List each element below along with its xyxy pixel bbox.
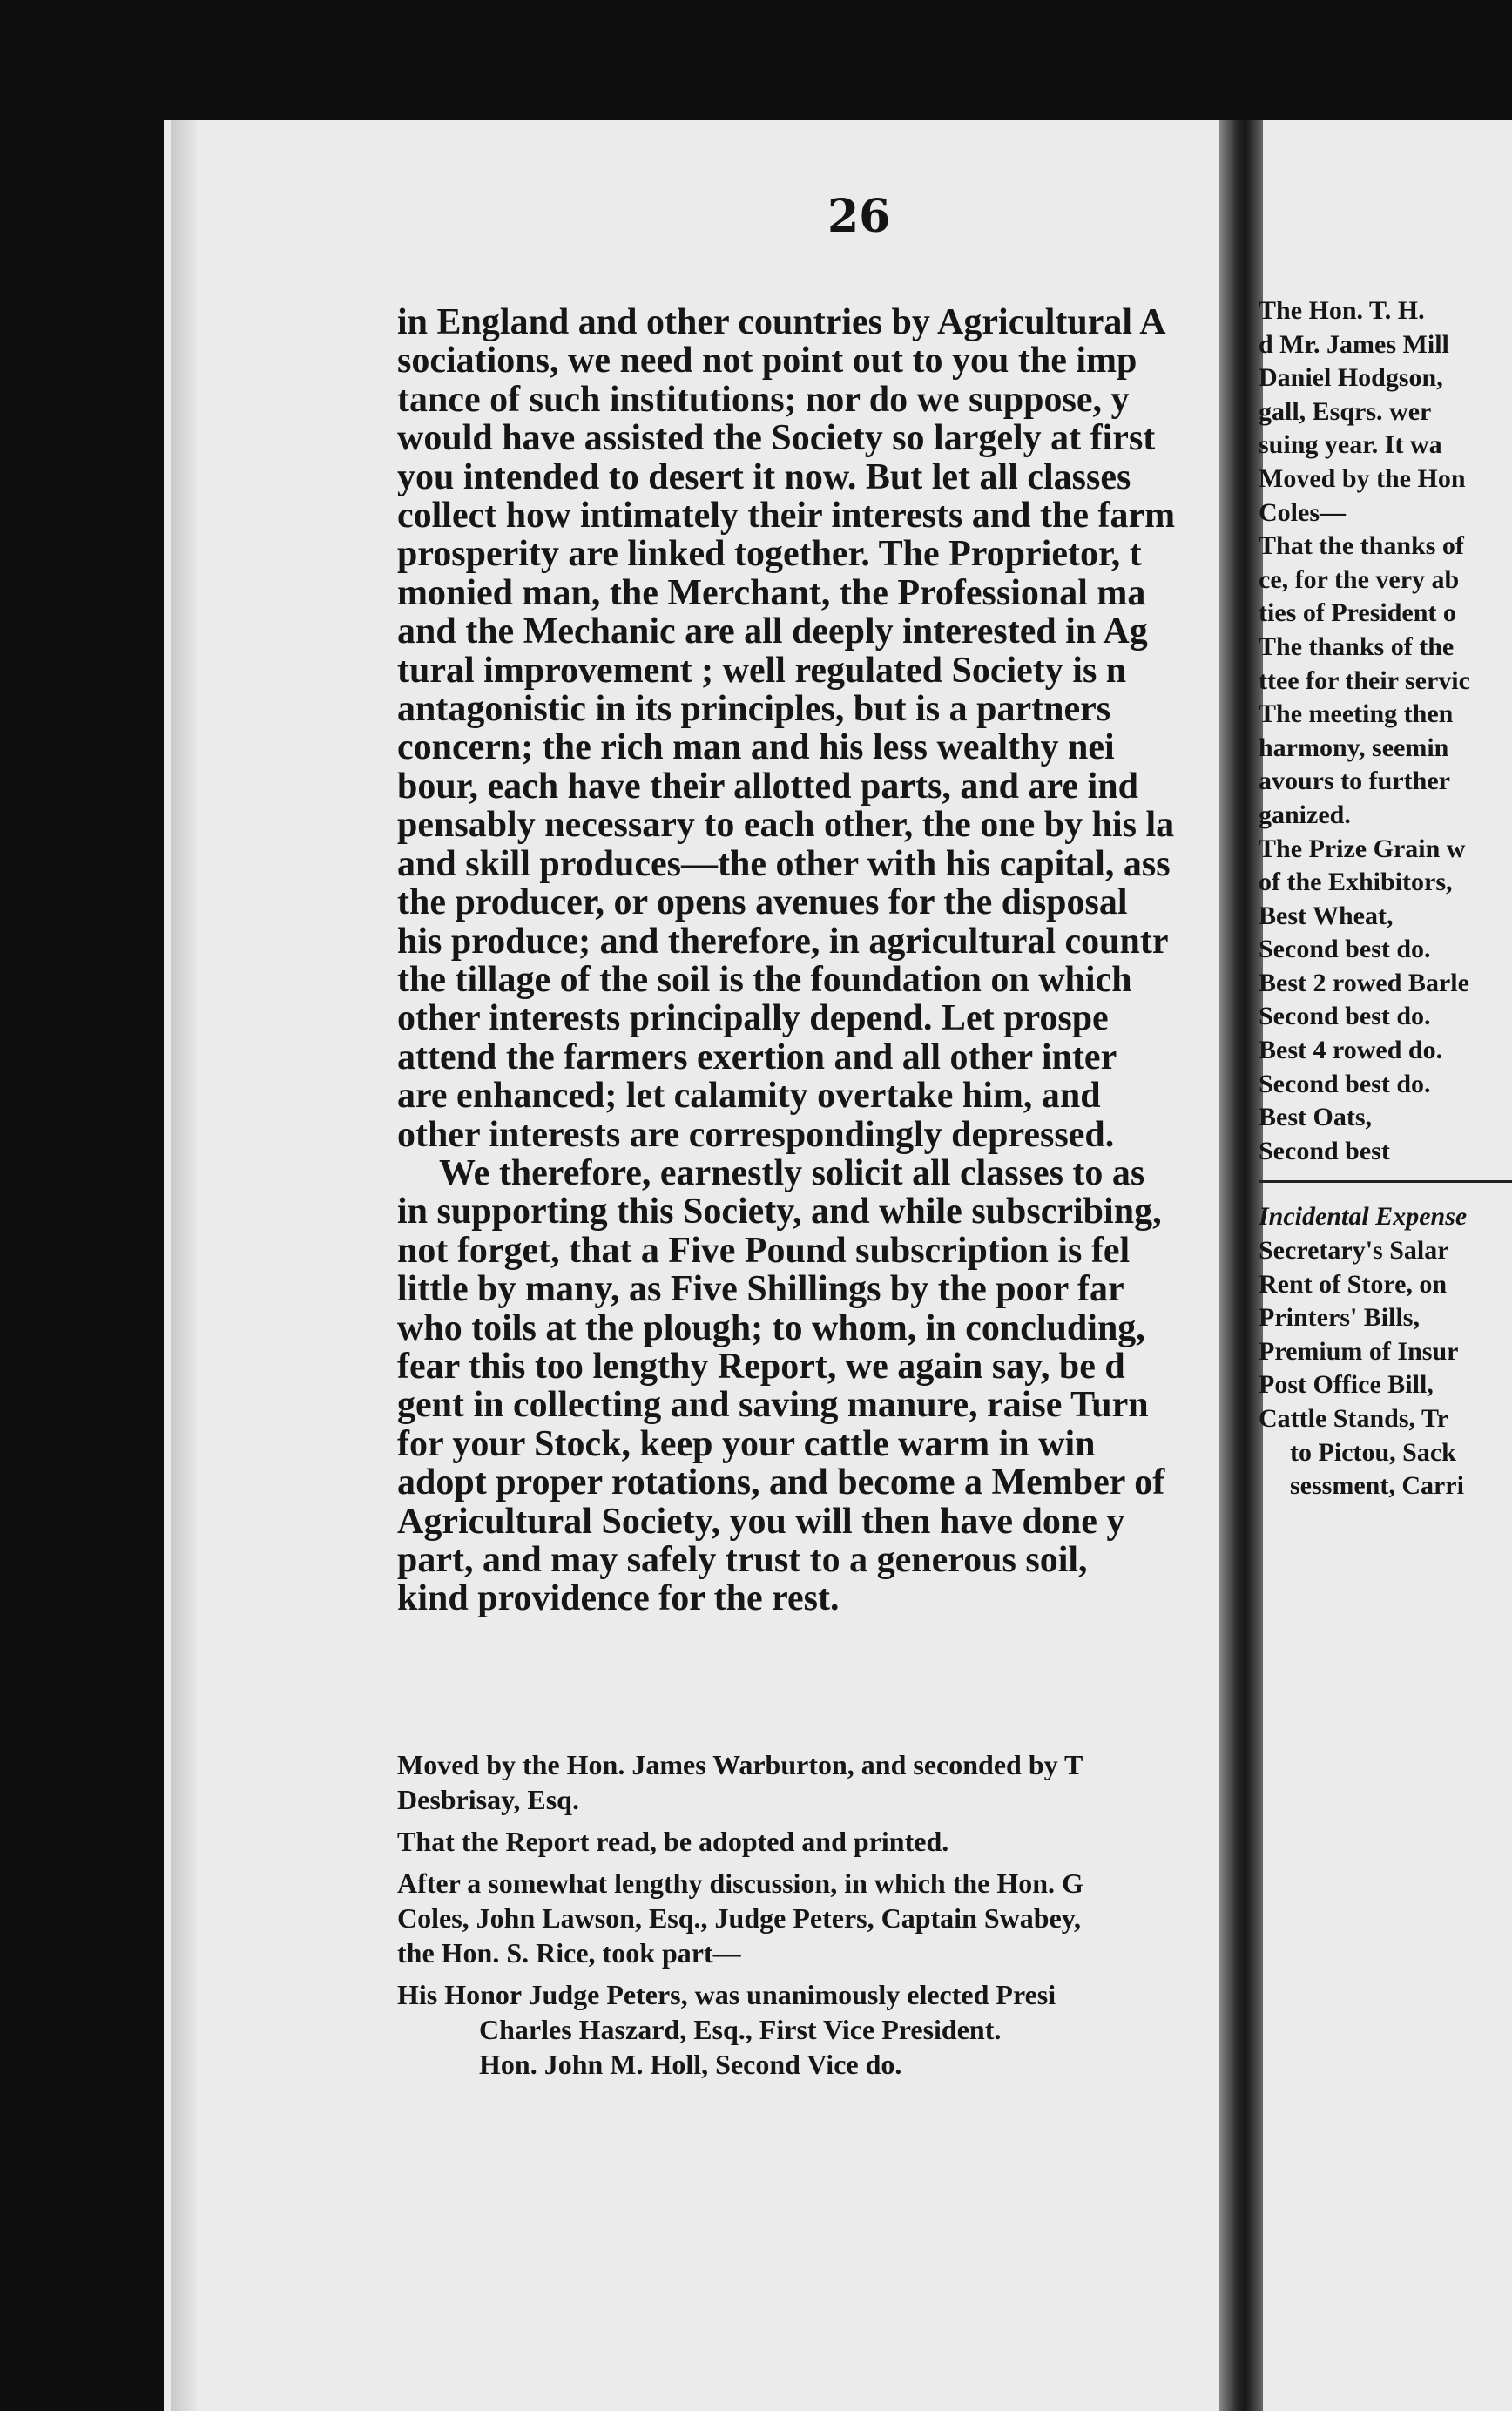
right-line: Second best do. xyxy=(1259,935,1431,964)
election-line: His Honor Judge Peters, was unanimously elected Presi xyxy=(397,1979,1056,2010)
right-line: harmony, seemin xyxy=(1259,733,1449,762)
body-line: for your Stock, keep your cattle warm in win xyxy=(397,1424,1096,1464)
page-number: 26 xyxy=(827,190,891,243)
discussion-line: the Hon. S. Rice, took part— xyxy=(397,1937,741,1969)
body-line: antagonistic in its principles, but is a partners xyxy=(397,690,1111,729)
expense-item: Printers' Bills, xyxy=(1259,1303,1420,1333)
body-line: fear this too lengthy Report, we again say, be d xyxy=(397,1347,1125,1387)
right-line: suing year. It wa xyxy=(1259,430,1442,460)
discussion-line: Coles, John Lawson, Esq., Judge Peters, Captain Swabey, xyxy=(397,1902,1081,1934)
moved-line: Desbrisay, Esq. xyxy=(397,1784,579,1815)
right-page-partial xyxy=(1259,294,1512,1503)
moved-line: Moved by the Hon. James Warburton, and seconded by T xyxy=(397,1749,1083,1780)
expense-item: Premium of Insur xyxy=(1259,1336,1459,1366)
expense-item: Post Office Bill, xyxy=(1259,1370,1434,1400)
body-line: and skill produces—the other with his capital, ass xyxy=(397,844,1171,884)
right-line: The thanks of the xyxy=(1259,631,1455,661)
right-line: Daniel Hodgson, xyxy=(1259,363,1443,393)
right-line: Best Wheat, xyxy=(1259,901,1394,930)
expenses-heading: Incidental Expense xyxy=(1259,1202,1468,1232)
expense-item: Cattle Stands, Tr xyxy=(1259,1404,1449,1433)
body-line: would have assisted the Society so largely at first xyxy=(397,419,1156,458)
right-line: Best 2 rowed Barle xyxy=(1259,968,1469,997)
right-line: avours to further xyxy=(1259,767,1450,796)
body-line: collect how intimately their interests and the farm xyxy=(397,496,1176,536)
body-line: who toils at the plough; to whom, in concluding, xyxy=(397,1308,1145,1347)
body-line: part, and may safely trust to a generous soil, xyxy=(397,1541,1088,1580)
body-line: in England and other countries by Agricultural A xyxy=(397,303,1166,342)
body-line: monied man, the Merchant, the Professional ma xyxy=(397,573,1146,613)
body-line: you intended to desert it now. But let all classes xyxy=(397,457,1131,497)
body-line: Agricultural Society, you will then have done y xyxy=(397,1502,1125,1541)
right-line: The Hon. T. H. xyxy=(1259,296,1425,325)
body-line: kind providence for the rest. xyxy=(397,1579,840,1618)
body-line: tural improvement ; well regulated Society is n xyxy=(397,651,1127,691)
body-line: are enhanced; let calamity overtake him, and xyxy=(397,1077,1101,1116)
right-line: ce, for the very ab xyxy=(1259,564,1460,594)
resolution-line: That the Report read, be adopted and printed. xyxy=(397,1826,949,1857)
discussion-line: After a somewhat lengthy discussion, in which the Hon. G xyxy=(397,1867,1083,1899)
meeting-minutes xyxy=(397,1747,1251,2082)
right-line: That the thanks of xyxy=(1259,531,1464,561)
body-line: other interests principally depend. Let prospe xyxy=(397,999,1109,1038)
body-line: and the Mechanic are all deeply interested in Ag xyxy=(397,612,1148,652)
right-line: Coles— xyxy=(1259,497,1346,527)
expense-item: sessment, Carri xyxy=(1290,1471,1464,1501)
right-line: Second best do. xyxy=(1259,1069,1431,1098)
right-line: Best 4 rowed do. xyxy=(1259,1036,1443,1065)
right-line: Second best xyxy=(1259,1136,1390,1165)
report-body-text xyxy=(397,303,1246,1618)
expense-item: Rent of Store, on xyxy=(1259,1269,1448,1299)
right-line: gall, Esqrs. wer xyxy=(1259,396,1432,426)
body-line: adopt proper rotations, and become a Member of xyxy=(397,1463,1165,1503)
right-line: The meeting then xyxy=(1259,699,1454,729)
right-line: ganized. xyxy=(1259,800,1351,829)
right-line: ties of President o xyxy=(1259,598,1456,628)
election-line: Charles Haszard, Esq., First Vice President. xyxy=(479,2014,1002,2045)
right-line: The Prize Grain w xyxy=(1259,834,1466,863)
right-line: Moved by the Hon xyxy=(1259,463,1466,493)
body-line: prosperity are linked together. The Proprietor, t xyxy=(397,535,1142,574)
body-line: gent in collecting and saving manure, raise Turn xyxy=(397,1386,1149,1425)
body-line: bour, each have their allotted parts, and are ind xyxy=(397,767,1138,807)
body-line: the tillage of the soil is the foundation on which xyxy=(397,960,1132,1000)
body-line: tance of such institutions; nor do we suppose, y xyxy=(397,380,1130,420)
election-line: Hon. John M. Holl, Second Vice do. xyxy=(479,2049,902,2080)
body-line: sociations, we need not point out to you the imp xyxy=(397,341,1137,381)
body-line: other interests are correspondingly depressed. xyxy=(397,1115,1115,1154)
body-line: We therefore, earnestly solicit all classes to as xyxy=(439,1153,1145,1193)
body-line: the producer, or opens avenues for the disposal xyxy=(397,883,1128,922)
expense-item: to Pictou, Sack xyxy=(1290,1437,1456,1467)
right-line: Second best do. xyxy=(1259,1002,1431,1031)
right-line: ttee for their servic xyxy=(1259,665,1470,695)
right-line: Best Oats, xyxy=(1259,1103,1372,1132)
book-gutter xyxy=(1219,120,1263,2411)
body-line: in supporting this Society, and while subscribing, xyxy=(397,1192,1162,1232)
expense-item: Secretary's Salar xyxy=(1259,1236,1449,1266)
body-line: not forget, that a Five Pound subscription is fel xyxy=(397,1231,1131,1271)
body-line: little by many, as Five Shillings by the poor far xyxy=(397,1270,1124,1309)
right-line: d Mr. James Mill xyxy=(1259,329,1449,359)
body-line: his produce; and therefore, in agricultural countr xyxy=(397,922,1169,961)
body-line: attend the farmers exertion and all other inter xyxy=(397,1037,1117,1077)
body-line: concern; the rich man and his less wealthy nei xyxy=(397,728,1115,767)
body-line: pensably necessary to each other, the one by his la xyxy=(397,806,1175,845)
right-line: of the Exhibitors, xyxy=(1259,868,1453,897)
divider-rule xyxy=(1259,1180,1512,1183)
